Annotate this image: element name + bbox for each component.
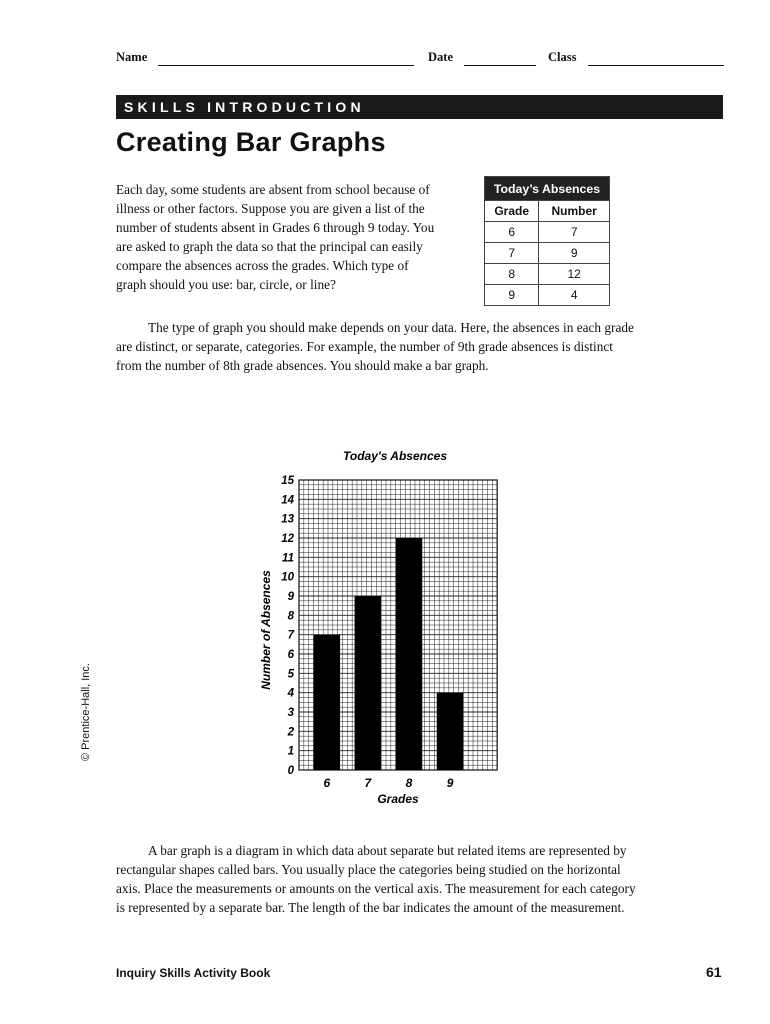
y-tick-label: 14 bbox=[281, 494, 294, 507]
bar-grade-7 bbox=[355, 596, 382, 770]
y-tick-label: 6 bbox=[287, 649, 294, 661]
bar-grade-8 bbox=[396, 538, 423, 770]
y-tick-label: 13 bbox=[281, 513, 294, 526]
y-tick-label: 12 bbox=[281, 533, 294, 545]
y-tick-label: 0 bbox=[287, 765, 294, 777]
x-tick-label: 6 bbox=[323, 776, 331, 790]
y-tick-label: 4 bbox=[287, 687, 294, 700]
y-tick-label: 7 bbox=[287, 629, 294, 642]
class-blank[interactable] bbox=[588, 65, 724, 66]
table-row bbox=[485, 285, 610, 306]
student-info-header bbox=[116, 50, 726, 68]
x-tick-label: 8 bbox=[405, 776, 413, 790]
date-blank[interactable] bbox=[464, 65, 536, 66]
table-cell: 6 bbox=[485, 222, 539, 243]
table-cell: 9 bbox=[485, 285, 539, 306]
date-label: Date bbox=[428, 50, 453, 64]
y-tick-label: 5 bbox=[287, 668, 294, 681]
bar-grade-9 bbox=[437, 693, 464, 770]
y-axis-label: Number of Absences bbox=[259, 570, 273, 690]
y-tick-label: 3 bbox=[287, 707, 294, 719]
class-label: Class bbox=[548, 50, 577, 64]
table-row bbox=[485, 264, 610, 285]
table-cell: 12 bbox=[539, 264, 610, 285]
absences-table bbox=[484, 176, 610, 306]
x-tick-label: 7 bbox=[364, 776, 372, 790]
footer-book-title: Inquiry Skills Activity Book bbox=[116, 966, 271, 980]
y-tick-label: 1 bbox=[287, 745, 294, 758]
chart-title: Today's Absences bbox=[342, 449, 448, 463]
table-cell: 7 bbox=[539, 222, 610, 243]
bar-grade-6 bbox=[314, 635, 341, 770]
page-title: Creating Bar Graphs bbox=[116, 127, 386, 157]
table-row bbox=[485, 243, 610, 264]
y-tick-label: 8 bbox=[287, 610, 294, 623]
y-tick-label: 9 bbox=[287, 591, 294, 603]
section-banner: SKILLS INTRODUCTION bbox=[116, 95, 723, 119]
x-tick-label: 9 bbox=[446, 776, 454, 790]
table-caption: Today’s Absences bbox=[485, 177, 610, 201]
intro-paragraph: Each day, some students are absent from school because of illness or other factors. Suppose you are given a list of the number of students absent in Grades 6 through 9 today. You are asked to graph the data so that the principal can easily compare the absences across the grades. Which type of graph should you use: bar, circle, or line? bbox=[116, 182, 435, 292]
name-label: Name bbox=[116, 50, 148, 64]
table-cell: 9 bbox=[539, 243, 610, 264]
table-header-number: Number bbox=[539, 201, 610, 222]
y-tick-label: 10 bbox=[281, 571, 294, 584]
table-cell: 7 bbox=[485, 243, 539, 264]
y-tick-labels bbox=[281, 475, 294, 777]
y-tick-label: 11 bbox=[282, 552, 294, 565]
x-axis-label: Grades bbox=[377, 792, 419, 806]
table-cell: 8 bbox=[485, 264, 539, 285]
copyright-notice: © Prentice-Hall, Inc. bbox=[80, 663, 92, 761]
x-tick-labels bbox=[323, 776, 453, 790]
table-cell: 4 bbox=[539, 285, 610, 306]
definition-paragraph: A bar graph is a diagram in which data about separate but related items are represented by rectangular shapes called bars. You usually place the categories being studied on the horizontal axis. Place the measurements or amounts on the vertical axis. The measurement for each category is represented by a separate bar. The length of the bar indicates the amount of the measurement. bbox=[116, 843, 636, 915]
page-number: 61 bbox=[706, 964, 722, 980]
explanation-paragraph: The type of graph you should make depends on your data. Here, the absences in each grade are distinct, or separate, categories. For example, the number of 9th grade absences is distinct from the number of 8th grade absences. You should make a bar graph. bbox=[116, 320, 634, 373]
name-blank[interactable] bbox=[158, 65, 414, 66]
table-header-grade: Grade bbox=[485, 201, 539, 222]
table-row bbox=[485, 222, 610, 243]
y-tick-label: 2 bbox=[287, 726, 294, 739]
y-tick-label: 15 bbox=[281, 475, 294, 487]
absences-bar-chart bbox=[250, 440, 520, 815]
